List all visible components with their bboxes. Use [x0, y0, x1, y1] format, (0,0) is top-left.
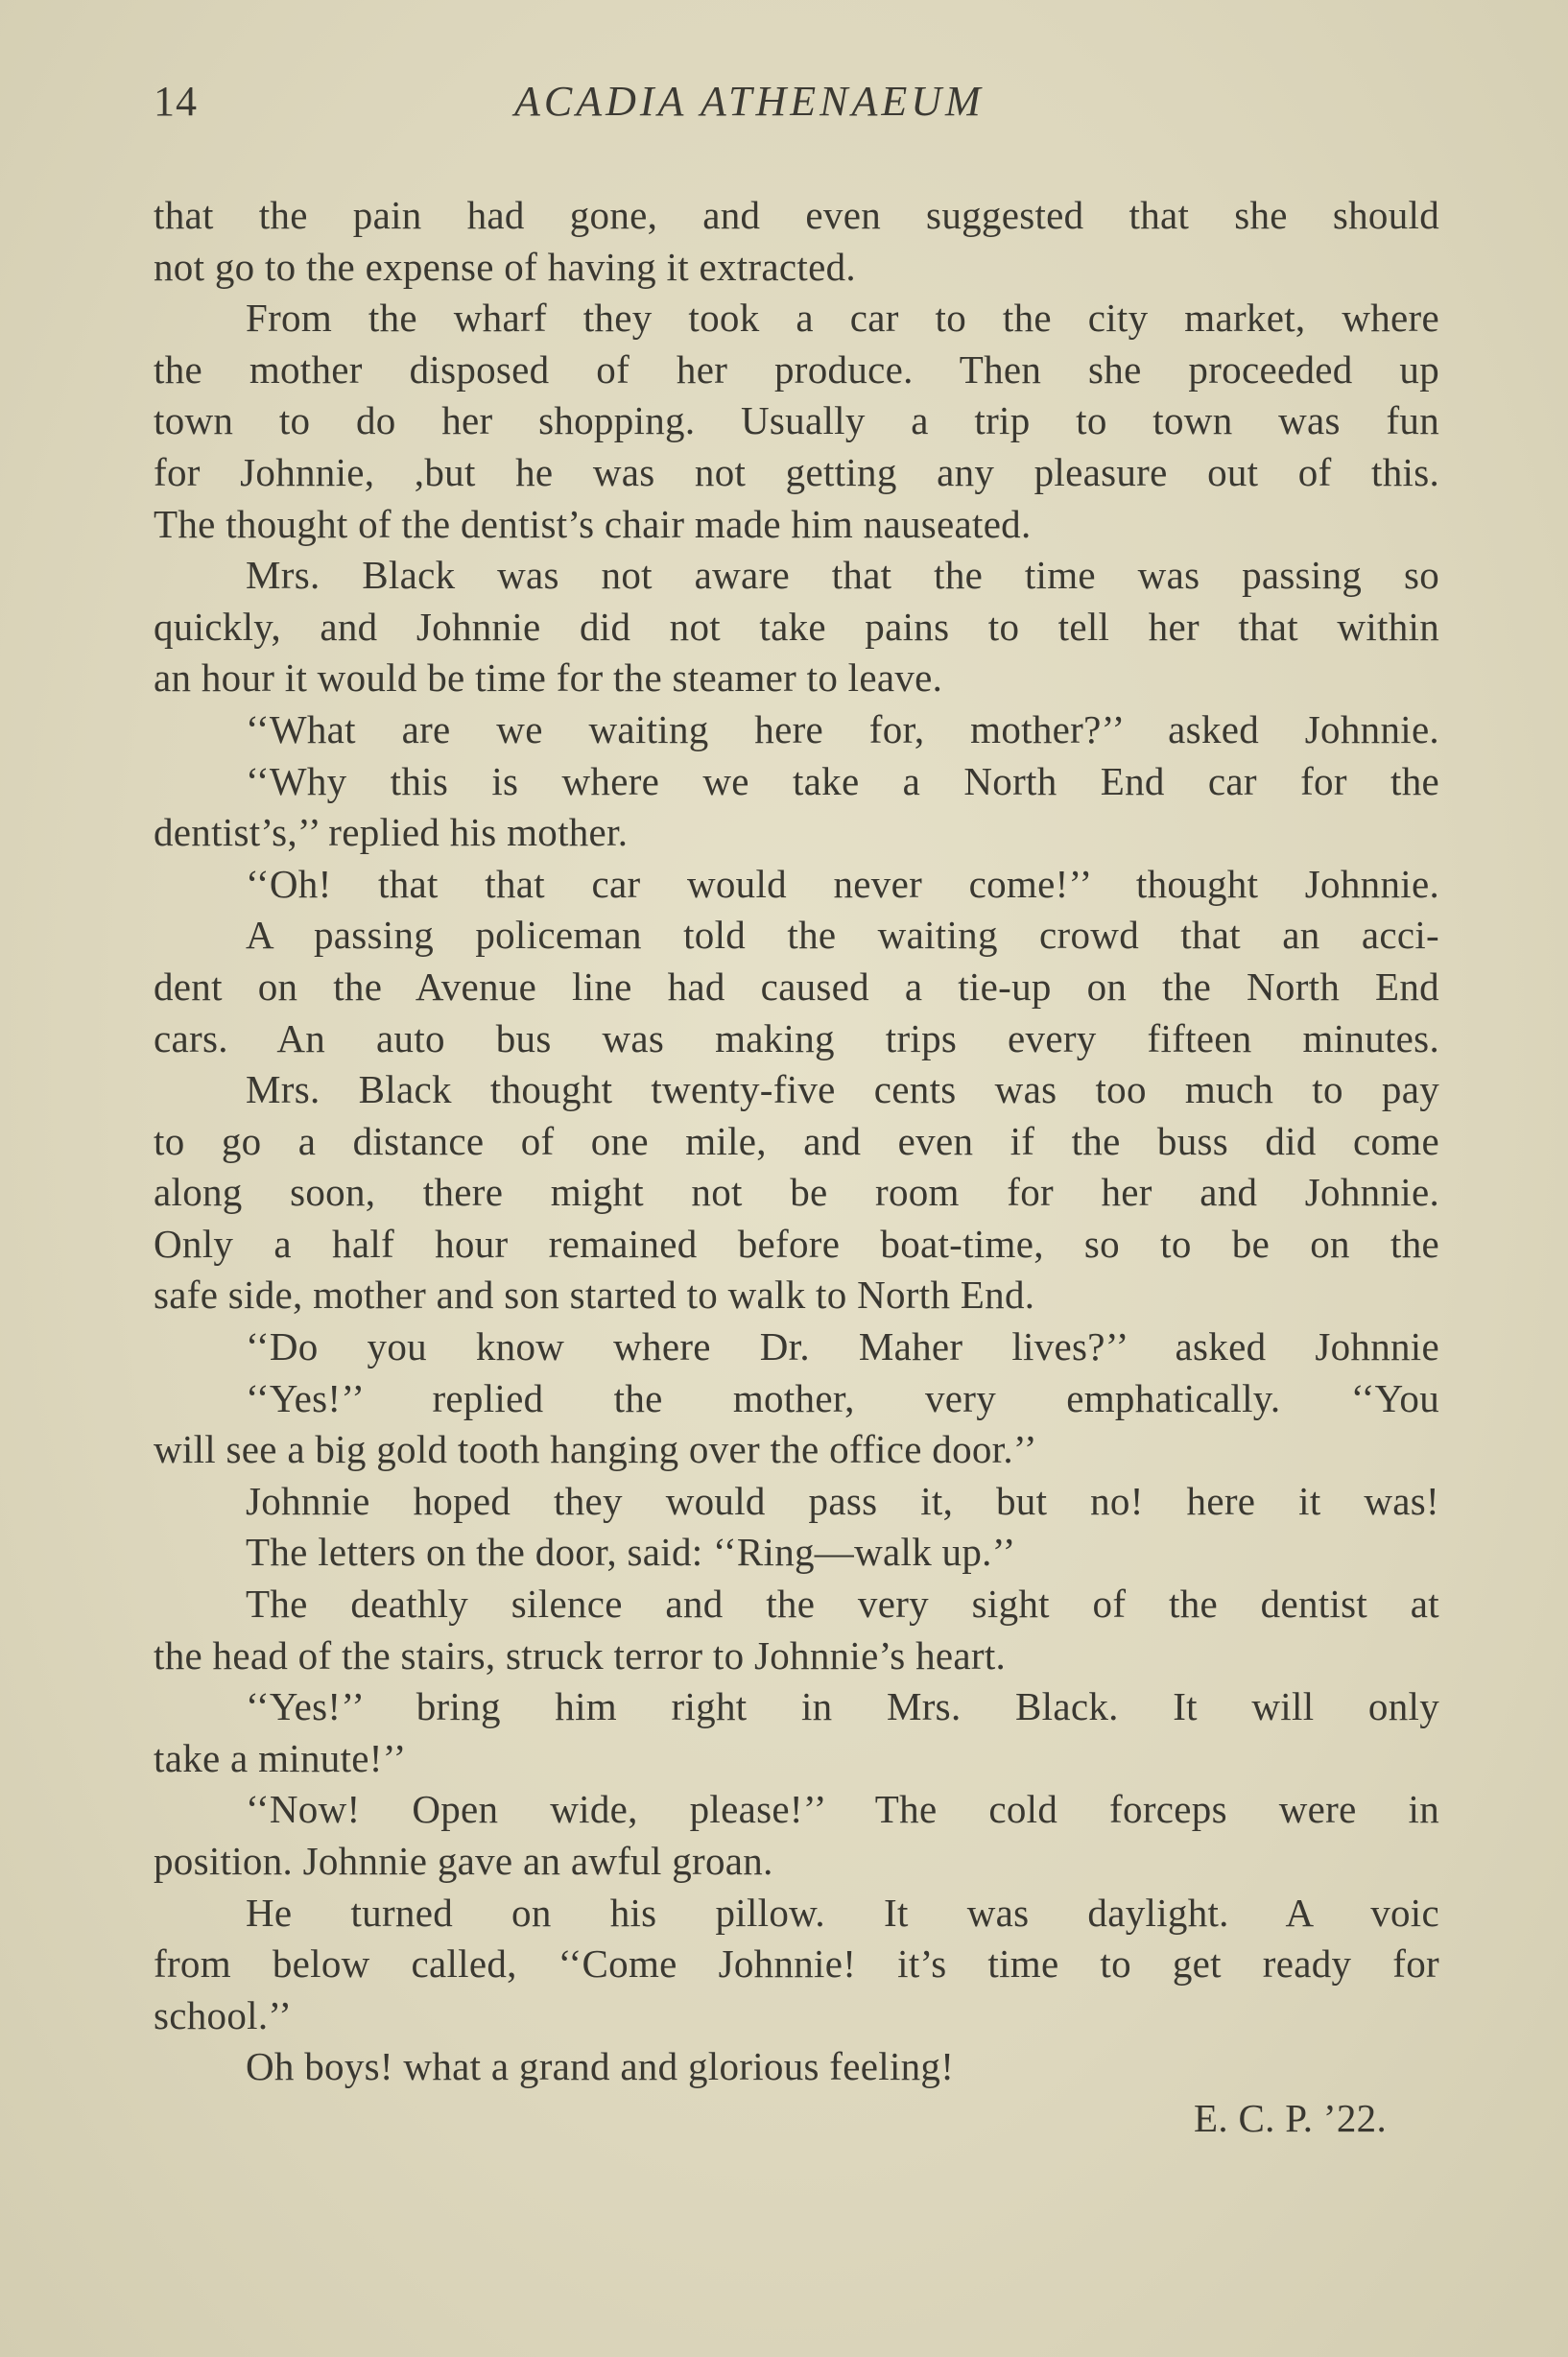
running-title: ACADIA ATHENAEUM — [514, 78, 985, 125]
text-line: From the wharf they took a car to the city market, where — [246, 296, 1439, 341]
text-line: ‘‘Why this is where we take a North End car for the — [246, 758, 1439, 803]
text-line: A passing policeman told the waiting crowd that an acci- — [246, 913, 1439, 958]
page-number: 14 — [154, 78, 198, 125]
page-header — [154, 77, 1439, 144]
text-line: ‘‘Do you know where Dr. Maher lives?’’ asked Johnnie — [246, 1324, 1439, 1369]
text-line: Johnnie hoped they would pass it, but no! here it was! — [246, 1478, 1439, 1523]
author-signature: E. C. P. ’22. — [1194, 2095, 1387, 2140]
text-line: from below called, ‘‘Come Johnnie! it’s time to get ready for — [154, 1941, 1439, 1987]
text-line: the mother disposed of her produce. Then she proceeded up — [154, 346, 1439, 392]
text-line: take a minute!’’ — [154, 1735, 407, 1780]
text-line: ‘‘What are we waiting here for, mother?’’ asked Johnnie. — [246, 706, 1439, 751]
text-line: Mrs. Black thought twenty-five cents was too much to pay — [246, 1067, 1439, 1112]
text-line: the head of the stairs, struck terror to Johnnie’s heart. — [154, 1632, 1007, 1678]
text-line: He turned on his pillow. It was daylight. A voic — [246, 1890, 1439, 1935]
text-line: that the pain had gone, and even suggested that she should — [154, 193, 1439, 237]
text-line: for Johnnie, ,but he was not getting any pleasure out of this. — [154, 449, 1439, 494]
text-line: not go to the expense of having it extracted. — [154, 244, 856, 289]
text-line: ‘‘Yes!’’ replied the mother, very emphatically. ‘‘You — [246, 1375, 1439, 1420]
text-line: dentist’s,’’ replied his mother. — [154, 810, 629, 855]
text-line: will see a big gold tooth hanging over the office door.’’ — [154, 1427, 1037, 1472]
text-line: along soon, there might not be room for her and Johnnie. — [154, 1170, 1439, 1215]
text-line: quickly, and Johnnie did not take pains to tell her that within — [154, 604, 1439, 649]
text-line: ‘‘Yes!’’ bring him right in Mrs. Black. It will only — [246, 1684, 1439, 1729]
text-line: dent on the Avenue line had caused a tie-up on the North End — [154, 964, 1439, 1009]
text-line: The thought of the dentist’s chair made him nauseated. — [154, 501, 1032, 546]
text-line: ‘‘Oh! that that car would never come!’’ thought Johnnie. — [246, 861, 1439, 906]
story-text — [154, 190, 1439, 2145]
text-line: ‘‘Now! Open wide, please!’’ The cold forceps were in — [246, 1787, 1439, 1832]
text-line: The letters on the door, said: ‘‘Ring—walk up.’’ — [246, 1530, 1016, 1575]
text-line: town to do her shopping. Usually a trip to town was fun — [154, 398, 1439, 443]
text-line: cars. An auto bus was making trips every fifteen minutes. — [154, 1015, 1439, 1060]
text-line: position. Johnnie gave an awful groan. — [154, 1839, 773, 1883]
text-line: Mrs. Black was not aware that the time was passing so — [246, 553, 1439, 598]
text-line: The deathly silence and the very sight of the dentist at — [246, 1582, 1439, 1627]
text-line: Oh boys! what a grand and glorious feeling! — [246, 2044, 955, 2089]
text-line: to go a distance of one mile, and even if the buss did come — [154, 1118, 1439, 1163]
text-line: an hour it would be time for the steamer to leave. — [154, 655, 943, 701]
text-line: Only a half hour remained before boat-time, so to be on the — [154, 1221, 1439, 1266]
text-line: school.’’ — [154, 1992, 293, 2037]
text-line: safe side, mother and son started to walk to North End. — [154, 1273, 1035, 1318]
